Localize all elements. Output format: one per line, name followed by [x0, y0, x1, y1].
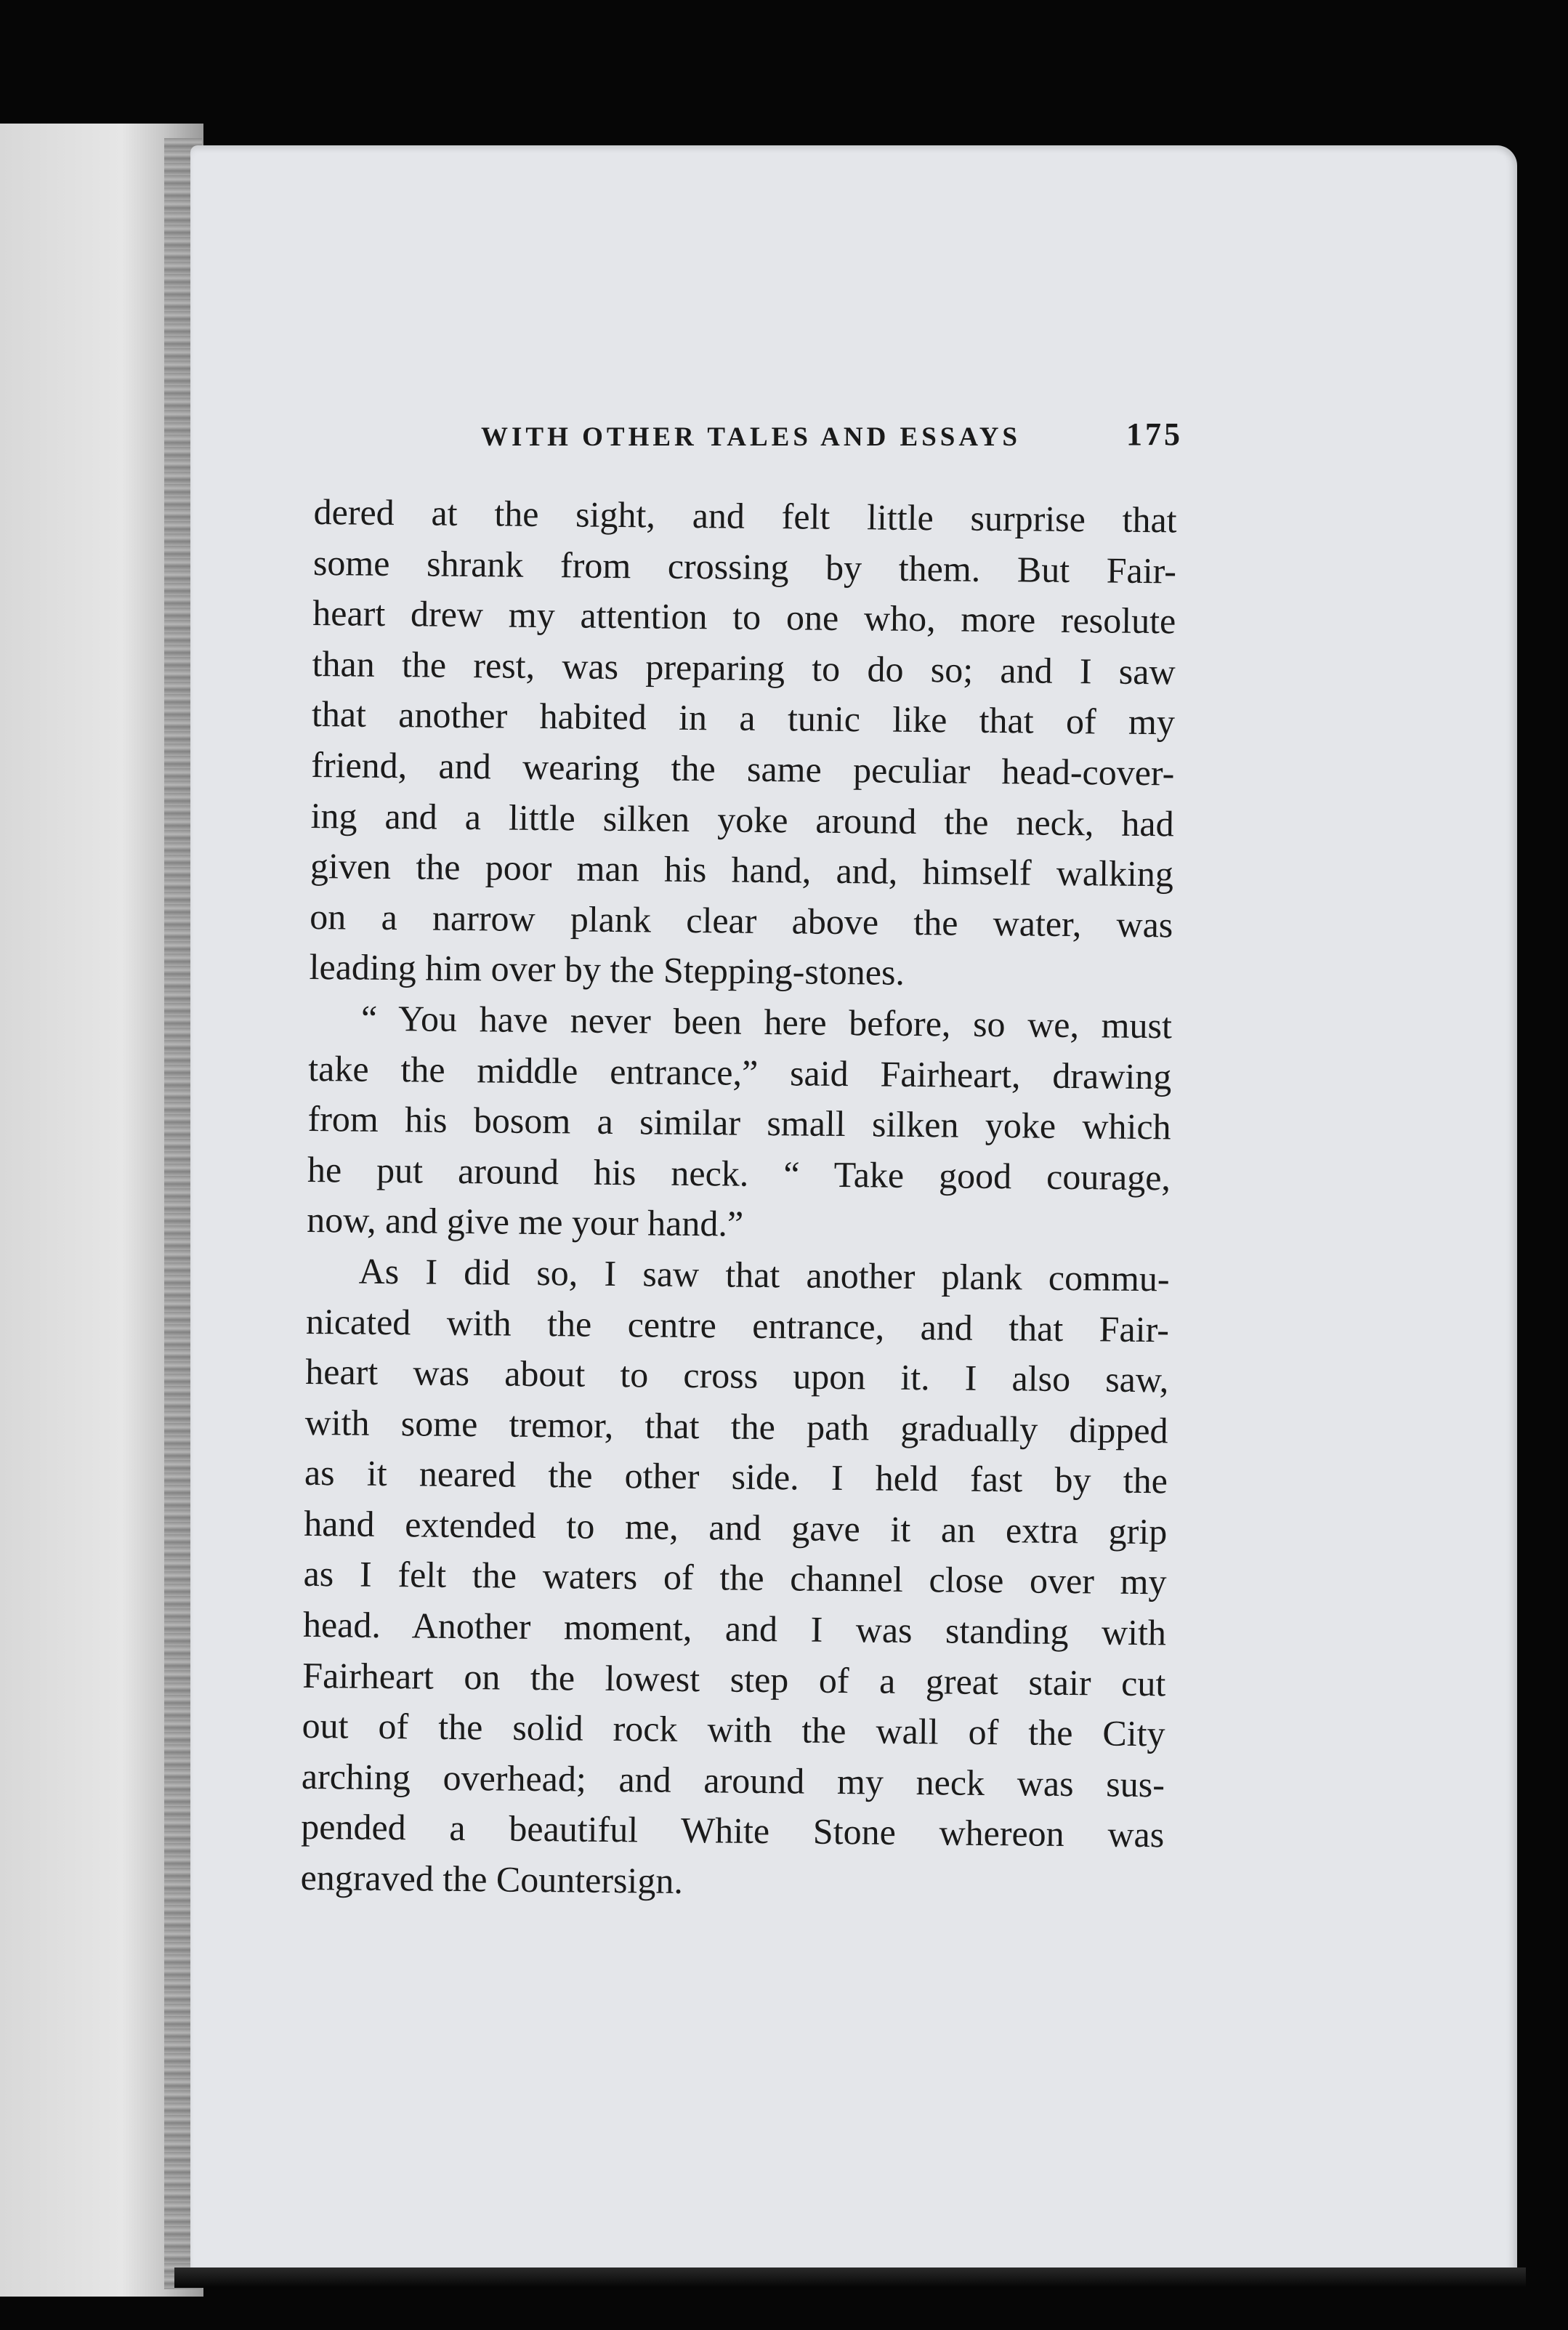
body-text [300, 487, 1186, 1911]
text-line: As I did so, I saw that another plank commu- [358, 1250, 1170, 1299]
text-line: dered at the sight, and felt little surprise that [313, 491, 1177, 541]
text-line: that another habited in a tunic like that of my [311, 693, 1176, 743]
text-line: ing and a little silken yoke around the neck, had [310, 794, 1174, 844]
text-line: from his bosom a similar small silken yoke which [307, 1098, 1171, 1148]
text-line: out of the solid rock with the wall of the City [302, 1705, 1165, 1754]
text-line: than the rest, was preparing to do so; and I saw [312, 642, 1176, 693]
text-line: now, and give me your hand.” [307, 1199, 744, 1245]
text-line: engraved the Countersign. [300, 1856, 684, 1901]
text-line: friend, and wearing the same peculiar head-cover- [311, 743, 1175, 794]
text-line: on a narrow plank clear above the water, was [310, 895, 1173, 946]
running-head [291, 414, 1221, 465]
page-number: 175 [1126, 416, 1183, 452]
running-head-title: WITH OTHER TALES AND ESSAYS [481, 422, 1021, 452]
text-line: he put around his neck. “ Take good courage, [307, 1148, 1171, 1198]
text-line: “ You have never been here before, so we, must [360, 997, 1173, 1047]
page-bottom-shadow [174, 2267, 1526, 2288]
text-line: pended a beautiful White Stone whereon was [301, 1806, 1165, 1855]
text-line: take the middle entrance,” said Fairheart, drawing [308, 1047, 1172, 1097]
text-line: heart drew my attention to one who, more resolute [312, 592, 1176, 642]
text-line: as it neared the other side. I held fast by the [304, 1452, 1168, 1501]
text-line: as I felt the waters of the channel close over my [303, 1553, 1167, 1603]
text-line: nicated with the centre entrance, and that Fair- [305, 1300, 1170, 1350]
text-line: Fairheart on the lowest step of a great stair cut [302, 1654, 1166, 1704]
text-line: some shrank from crossing by them. But Fair- [312, 541, 1177, 591]
text-line: heart was about to cross upon it. I also saw, [305, 1351, 1169, 1400]
text-line: head. Another moment, and I was standing with [302, 1603, 1167, 1653]
text-line: given the poor man his hand, and, himself walking [310, 845, 1174, 895]
text-line: leading him over by the Stepping-stones. [309, 946, 905, 993]
text-line: with some tremor, that the path gradually dipped [304, 1401, 1168, 1451]
text-line: arching overhead; and around my neck was sus- [301, 1755, 1165, 1805]
text-line: hand extended to me, and gave it an extra grip [304, 1502, 1168, 1552]
